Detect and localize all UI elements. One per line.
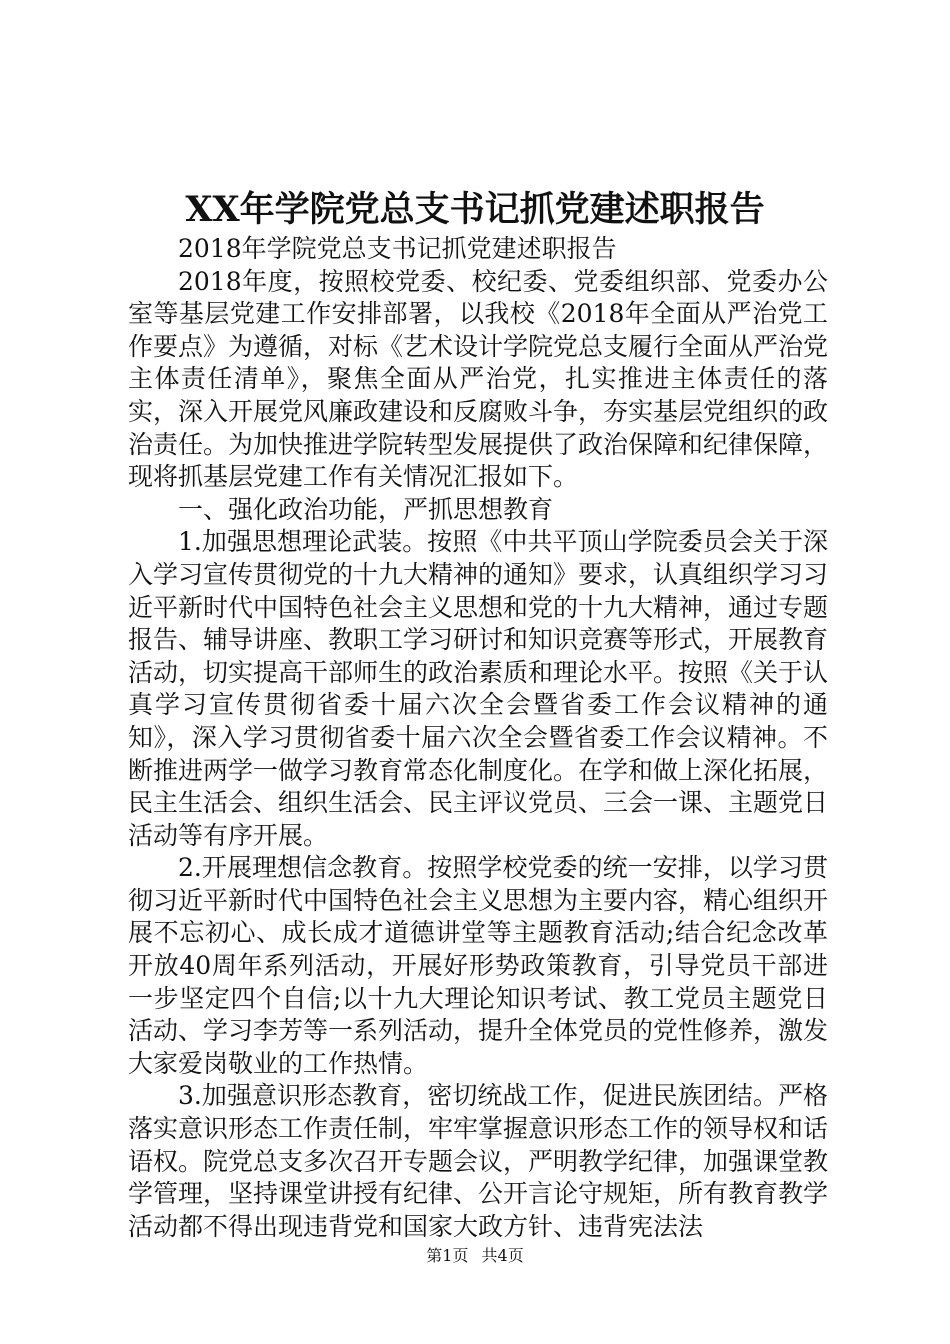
- page-number: 第1页: [426, 1246, 469, 1265]
- section-heading-1: 一、强化政治功能，严抓思想教育: [178, 494, 554, 524]
- document-title: XX年学院党总支书记抓党建述职报告: [185, 189, 765, 230]
- paragraph-item-1: 1.加强思想理论武装。按照《中共平顶山学院委员会关于深入学习宣传贯彻党的十九大精神的通知》要求，认真组织学习习近平新时代中国特色社会主义思想和党的十九大精神，通过专题报告、辅导讲座、教职工学习研讨和知识竞赛等形式，开展教育活动，切实提高干部师生的政治素质和理论水平。按照《关于认真学习宣传贯彻省委十届六次全会暨省委工作会议精神的通知》，深入学习贯彻省委十届六次全会暨省委工作会议精神。不断推进两学一做学习教育常态化制度化。在学和做上深化拓展，民主生活会、组织生活会、民主评议党员、三会一课、主题党日活动等有序开展。: [128, 527, 829, 850]
- paragraph-item-3: 3.加强意识形态教育，密切统战工作，促进民族团结。严格落实意识形态工作责任制，牢牢掌握意识形态工作的领导权和话语权。院党总支多次召开专题会议，严明教学纪律，加强课堂教学管理，坚持课堂讲授有纪律、公开言论守规矩，所有教育教学活动都不得出现违背党和国家大政方针、违背宪法法: [128, 1081, 829, 1241]
- page-footer: [0, 1244, 950, 1268]
- paragraph-intro: 2018年度，按照校党委、校纪委、党委组织部、党委办公室等基层党建工作安排部署，以我校《2018年全面从严治党工作要点》为遵循，对标《艺术设计学院党总支履行全面从严治党主体责任清单》，聚焦全面从严治党，扎实推进主体责任的落实，深入开展党风廉政建设和反腐败斗争，夯实基层党组织的政治责任。为加快推进学院转型发展提供了政治保障和纪律保障，现将抓基层党建工作有关情况汇报如下。: [128, 266, 829, 492]
- paragraph-subtitle: 2018年学院党总支书记抓党建述职报告: [178, 234, 617, 263]
- page-total: 共4页: [481, 1246, 524, 1265]
- document-body: [128, 233, 828, 1243]
- paragraph-item-2: 2.开展理想信念教育。按照学校党委的统一安排，以学习贯彻习近平新时代中国特色社会主义思想为主要内容，精心组织开展不忘初心、成长成才道德讲堂等主题教育活动;结合纪念改革开放40周年系列活动，开展好形势政策教育，引导党员干部进一步坚定四个自信;以十九大理论知识考试、教工党员主题党日活动、学习李芳等一系列活动，提升全体党员的党性修养，激发大家爱岗敬业的工作热情。: [128, 853, 829, 1078]
